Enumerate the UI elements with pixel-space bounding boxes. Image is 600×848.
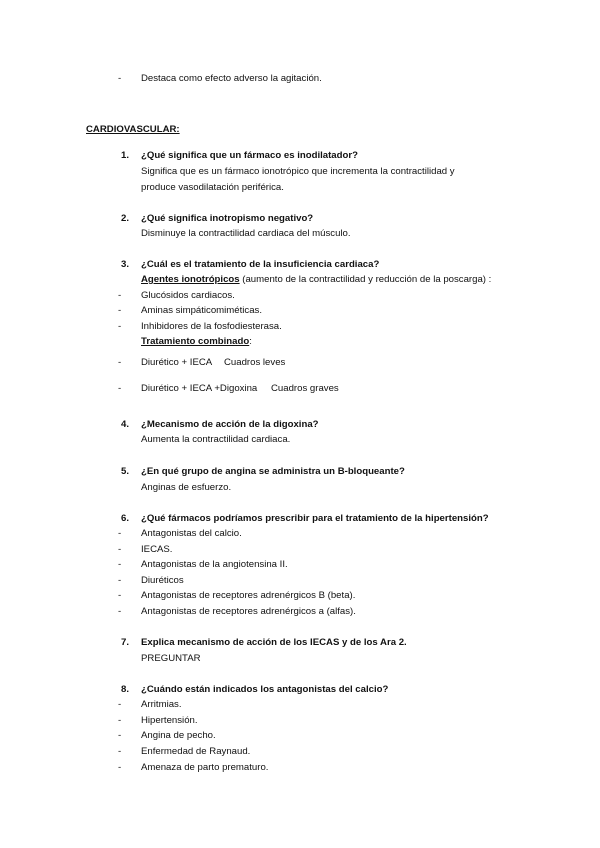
- bullet-dash: -: [118, 762, 122, 773]
- intro-bullet: Destaca como efecto adverso la agitación.: [141, 73, 322, 84]
- question-text: ¿Qué fármacos podríamos prescribir para el tratamiento de la hipertensión?: [141, 513, 489, 524]
- answer-line: PREGUNTAR: [141, 653, 201, 664]
- question-text: ¿Cuál es el tratamiento de la insuficiencia cardiaca?: [141, 259, 380, 270]
- subheading-combinado-rest: :: [249, 336, 252, 347]
- list-item: Diuréticos: [141, 575, 184, 586]
- list-item: Antagonistas de receptores adrenérgicos B (beta).: [141, 590, 356, 601]
- combo-drugs: Diurético + IECA: [141, 357, 213, 368]
- list-item: Inhibidores de la fosfodiesterasa.: [141, 321, 282, 332]
- bullet-dash: -: [118, 730, 122, 741]
- combo-severity: Cuadros leves: [224, 357, 286, 368]
- subheading-combinado-label: Tratamiento combinado: [141, 336, 250, 347]
- bullet-dash: -: [118, 528, 122, 539]
- bullet-dash: -: [118, 73, 122, 84]
- list-item: Enfermedad de Raynaud.: [141, 746, 251, 757]
- bullet-dash: -: [118, 590, 122, 601]
- combo-drugs: Diurético + IECA +Digoxina: [141, 383, 258, 394]
- bullet-dash: -: [118, 606, 122, 617]
- answer-line: Aumenta la contractilidad cardiaca.: [141, 434, 291, 445]
- question-number: 1.: [121, 150, 130, 161]
- list-item: Glucósidos cardiacos.: [141, 290, 235, 301]
- bullet-dash: -: [118, 383, 122, 394]
- answer-line: Significa que es un fármaco ionotrópico que incrementa la contractilidad y: [141, 166, 455, 177]
- bullet-dash: -: [118, 715, 122, 726]
- bullet-dash: -: [118, 575, 122, 586]
- subheading-combinado: [141, 336, 252, 348]
- bullet-dash: -: [118, 699, 122, 710]
- subheading-agentes-label: Agentes ionotrópicos: [141, 274, 240, 285]
- answer-line: Disminuye la contractilidad cardiaca del músculo.: [141, 228, 351, 239]
- question-number: 7.: [121, 637, 130, 648]
- question-text: ¿Qué significa inotropismo negativo?: [141, 213, 314, 224]
- question-text: Explica mecanismo de acción de los IECAS y de los Ara 2.: [141, 637, 407, 648]
- question-text: ¿Qué significa que un fármaco es inodilatador?: [141, 150, 358, 161]
- bullet-dash: -: [118, 357, 122, 368]
- question-number: 8.: [121, 684, 130, 695]
- question-number: 5.: [121, 466, 130, 477]
- list-item: Amenaza de parto prematuro.: [141, 762, 269, 773]
- bullet-dash: -: [118, 290, 122, 301]
- bullet-dash: -: [118, 544, 122, 555]
- question-number: 2.: [121, 213, 130, 224]
- list-item: IECAS.: [141, 544, 173, 555]
- question-text: ¿Cuándo están indicados los antagonistas del calcio?: [141, 684, 389, 695]
- list-item: Hipertensión.: [141, 715, 198, 726]
- list-item: Antagonistas de la angiotensina II.: [141, 559, 288, 570]
- answer-line: produce vasodilatación periférica.: [141, 182, 284, 193]
- section-title: CARDIOVASCULAR:: [86, 124, 180, 135]
- list-item: Aminas simpáticomiméticas.: [141, 305, 263, 316]
- question-text: ¿Mecanismo de acción de la digoxina?: [141, 419, 319, 430]
- list-item: Arritmias.: [141, 699, 182, 710]
- subheading-agentes-rest: (aumento de la contractilidad y reducción de la poscarga) :: [239, 274, 492, 285]
- question-number: 6.: [121, 513, 130, 524]
- bullet-dash: -: [118, 321, 122, 332]
- combo-severity: Cuadros graves: [271, 383, 339, 394]
- question-text: ¿En qué grupo de angina se administra un B-bloqueante?: [141, 466, 405, 477]
- bullet-dash: -: [118, 559, 122, 570]
- subheading-agentes: [141, 274, 491, 286]
- question-number: 4.: [121, 419, 130, 430]
- answer-line: Anginas de esfuerzo.: [141, 482, 232, 493]
- list-item: Angina de pecho.: [141, 730, 216, 741]
- bullet-dash: -: [118, 746, 122, 757]
- bullet-dash: -: [118, 305, 122, 316]
- list-item: Antagonistas de receptores adrenérgicos a (alfas).: [141, 606, 356, 617]
- question-number: 3.: [121, 259, 130, 270]
- list-item: Antagonistas del calcio.: [141, 528, 242, 539]
